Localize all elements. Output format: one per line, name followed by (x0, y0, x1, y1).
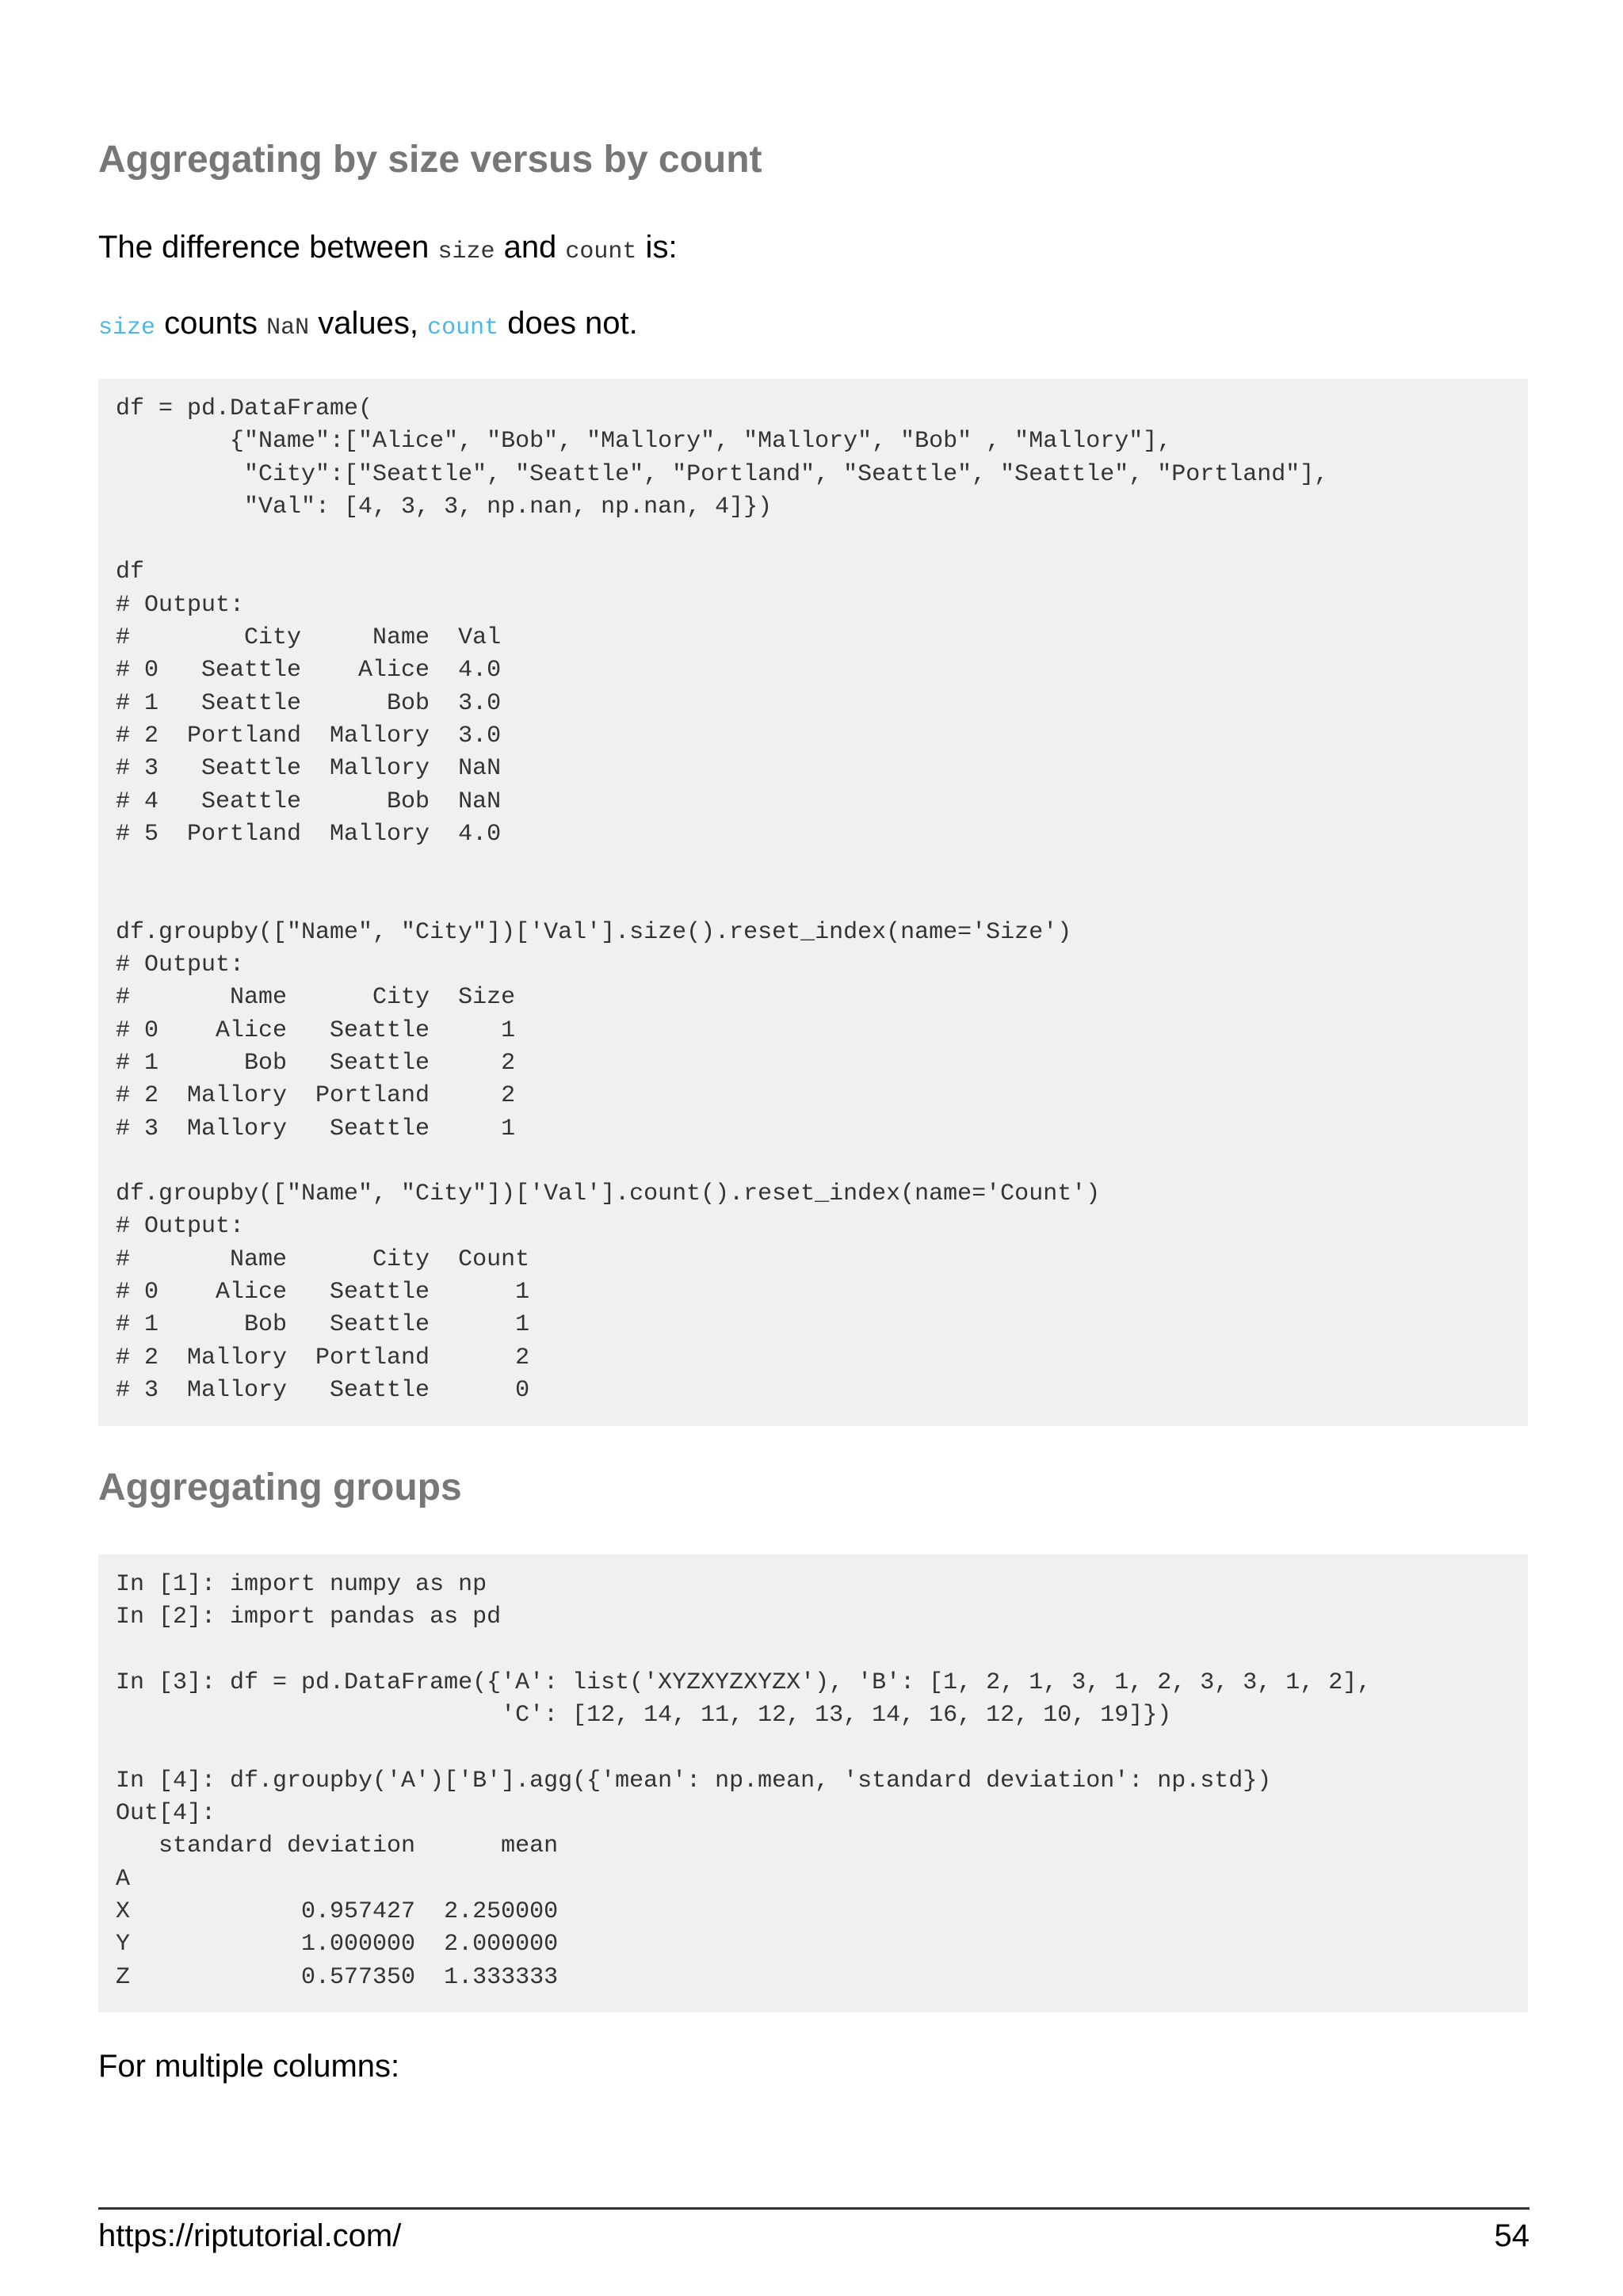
footer-page-number: 54 (1494, 2218, 1529, 2253)
detail-text-2: values, (309, 306, 428, 341)
intro-text-after: is: (636, 230, 678, 265)
code-block-aggregating-groups-text: In [1]: import numpy as np In [2]: import pandas as pd In [3]: df = pd.DataFrame({'A': list('XYZXYZXYZX'), 'B': [1, 2, 1, 3, 1, 2, 3, 3, 1, 2], 'C': [12, 14, 11, 12, 13, 14, 16, 12, 10, 19]}) In [4]: df.groupby('A')['B'].agg({'mean': np.mean, 'standard deviation': np.std}) Out[4]: standard deviation mean A X 0.957427 2.250000 Y 1.000000 2.000000 Z 0.577350 1.333333 (116, 1571, 1372, 1991)
inline-code-count: count (565, 238, 637, 265)
footer-divider (98, 2207, 1529, 2210)
inline-code-size: size (437, 238, 495, 265)
outro-paragraph: For multiple columns: (98, 2049, 400, 2084)
section-heading-size-vs-count: Aggregating by size versus by count (98, 139, 762, 181)
link-code-count[interactable]: count (427, 315, 499, 341)
intro-paragraph (98, 228, 678, 266)
code-block-size-vs-count (98, 379, 1528, 1426)
intro-text-before: The difference between (98, 230, 438, 265)
code-block-size-vs-count-text: df = pd.DataFrame( {"Name":["Alice", "Bob", "Mallory", "Mallory", "Bob" , "Mallory"], "City":["Seattle", "Seattle", "Portland", "Seattle", "Seattle", "Portland"], "Val": [4, 3, 3, np.nan, np.nan, 4]}) df # Output: # City Name Val # 0 Seattle Alice 4.0 # 1 Seattle Bob 3.0 # 2 Portland Mallory 3.0 # 3 Seattle Mallory NaN # 4 Seattle Bob NaN # 5 Portland Mallory 4.0 df.groupby(["Name", "City"])['Val'].size().reset_index(name='Size') # Output: # Name City Size # 0 Alice Seattle 1 # 1 Bob Seattle 2 # 2 Mallory Portland 2 # 3 Mallory Seattle 1 df.groupby(["Name", "City"])['Val'].count().reset_index(name='Count') # Output: # Name City Count # 0 Alice Seattle 1 # 1 Bob Seattle 1 # 2 Mallory Portland 2 # 3 Mallory Seattle 0 (116, 395, 1329, 1404)
intro-text-middle: and (495, 230, 566, 265)
code-block-aggregating-groups (98, 1554, 1528, 2012)
section-heading-aggregating-groups: Aggregating groups (98, 1466, 462, 1508)
link-code-size[interactable]: size (98, 315, 156, 341)
detail-text-3: does not. (498, 306, 638, 341)
detail-text-1: counts (155, 306, 267, 341)
inline-code-nan: NaN (266, 315, 310, 341)
footer-url-link[interactable]: https://riptutorial.com/ (98, 2218, 402, 2253)
detail-paragraph (98, 304, 638, 342)
